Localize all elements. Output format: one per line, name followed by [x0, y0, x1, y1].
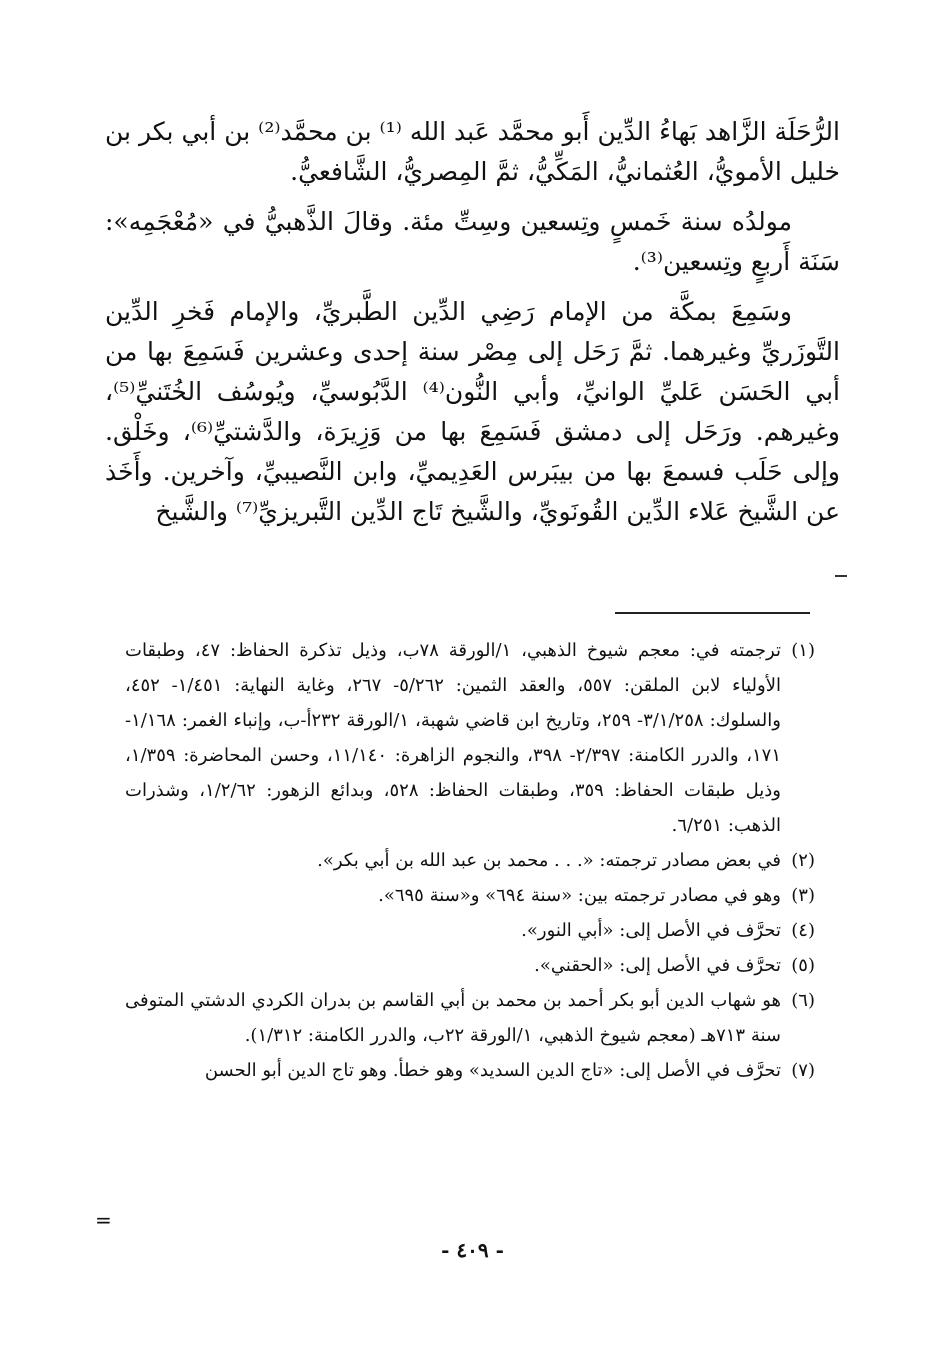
footnote-number: (٧): [791, 1060, 815, 1081]
main-paragraph-studies: وسَمِعَ بمكَّة من الإمام رَضِي الدِّين الطَّبريِّ، والإمام فَخرِ الدِّين التَّوزَريِّ وغيرهما. ثمَّ رَحَل إلى مِصْر سنة إحدى وعشرين فَسَمِعَ بها من أبي الحَسَن عَليِّ الوانيِّ، وأبي النُّون⁽⁴⁾ الدَّبُوسيِّ، ويُوسُف الخُتَنيِّ⁽⁵⁾، وغيرهم. ورَحَل إلى دمشق فَسَمِعَ بها من وَزِيرَة، والدَّشتيِّ⁽⁶⁾، وخَلْق. وإلى حَلَب فسمعَ بها من بيبَرس العَدِيميِّ، وابن النَّصيبيِّ، وآخرين. وأَخَذ عن الشَّيخ عَلاء الدِّين القُونَويِّ، والشَّيخ تَاج الدِّين التَّبريزيِّ⁽⁷⁾ والشَّيخ: [105, 297, 840, 526]
footnote-number: (٦): [791, 990, 815, 1011]
footnotes: [125, 633, 815, 1088]
footnote-text: وهو في مصادر ترجمته بين: «سنة ٦٩٤» و«سنة ٦٩٥».: [378, 885, 781, 906]
footnote-1: [125, 633, 815, 843]
footnote-2: [125, 843, 815, 878]
footnote-number: (٥): [791, 955, 815, 976]
footnote-4: [125, 913, 815, 948]
footnote-7: [125, 1053, 815, 1088]
footnote-5: [125, 948, 815, 983]
footnote-6: [125, 983, 815, 1053]
main-paragraph-biography-name: الرُّحَلَة الزَّاهد بَهاءُ الدِّين أَبو محمَّد عَبد الله ⁽¹⁾ بن محمَّد⁽²⁾ بن أبي بكر بن خليل الأمويُّ، العُثمانيُّ، المَكِّيُّ، ثمَّ المِصريُّ، الشَّافعيُّ.: [105, 117, 840, 186]
main-paragraph-birth: مولدُه سنة خَمسٍ وتِسعين وسِتِّ مئة. وقالَ الذَّهبيُّ في «مُعْجَمِه»: سَنَة أَربعٍ وتِسعين⁽³⁾.: [105, 207, 840, 276]
footnote-text: تحرَّف في الأصل إلى: «أبي النور».: [521, 920, 781, 941]
footnote-text: ترجمته في: معجم شيوخ الذهبي، ١/الورقة ٧٨ب، وذيل تذكرة الحفاظ: ٤٧، وطبقات الأولياء لابن الملقن: ٥٥٧، والعقد الثمين: ٥/٢٦٢- ٢٦٧، وغاية النهاية: ١/٤٥١- ٤٥٢، والسلوك: ٣/١/٢٥٨- ٢٥٩، وتاريخ ابن قاضي شهبة، ١/الورقة ٢٣٢أ-ب، وإنباء الغمر: ١/١٦٨- ١٧١، والدرر الكامنة: ٢/٣٩٧- ٣٩٨، والنجوم الزاهرة: ١١/١٤٠، وحسن المحاضرة: ١/٣٥٩، وذيل طبقات الحفاظ: ٣٥٩، وطبقات الحفاظ: ٥٢٨، وبدائع الزهور: ١/٢/٦٢، وشذرات الذهب: ٦/٢٥١.: [125, 640, 782, 836]
footnote-3: [125, 878, 815, 913]
footnote-continuation-mark: =: [95, 1208, 112, 1232]
footnote-text: تحرَّف في الأصل إلى: «تاج الدين السديد» وهو خطأ. وهو تاج الدين أبو الحسن: [204, 1060, 781, 1081]
footnote-number: (٤): [791, 920, 815, 941]
footnote-text: هو شهاب الدين أبو بكر أحمد بن محمد بن أبي القاسم بن بدران الكردي الدشتي المتوفى سنة ٧١٣هـ (معجم شيوخ الذهبي، ١/الورقة ٢٢ب، والدرر الكامنة: ١/٣١٢).: [125, 990, 781, 1046]
footnote-number: (٣): [791, 885, 815, 906]
footnote-number: (٢): [791, 850, 815, 871]
main-text: [105, 112, 840, 532]
footnote-text: في بعض مصادر ترجمته: «. . . محمد بن عبد الله بن أبي بكر».: [317, 850, 781, 871]
footnote-number: (١): [791, 640, 815, 661]
margin-dash: [835, 575, 847, 577]
page-number: - ٤٠٩ -: [441, 1238, 504, 1262]
footnote-text: تحرَّف في الأصل إلى: «الحقني».: [534, 955, 781, 976]
footnote-separator: [615, 612, 810, 614]
